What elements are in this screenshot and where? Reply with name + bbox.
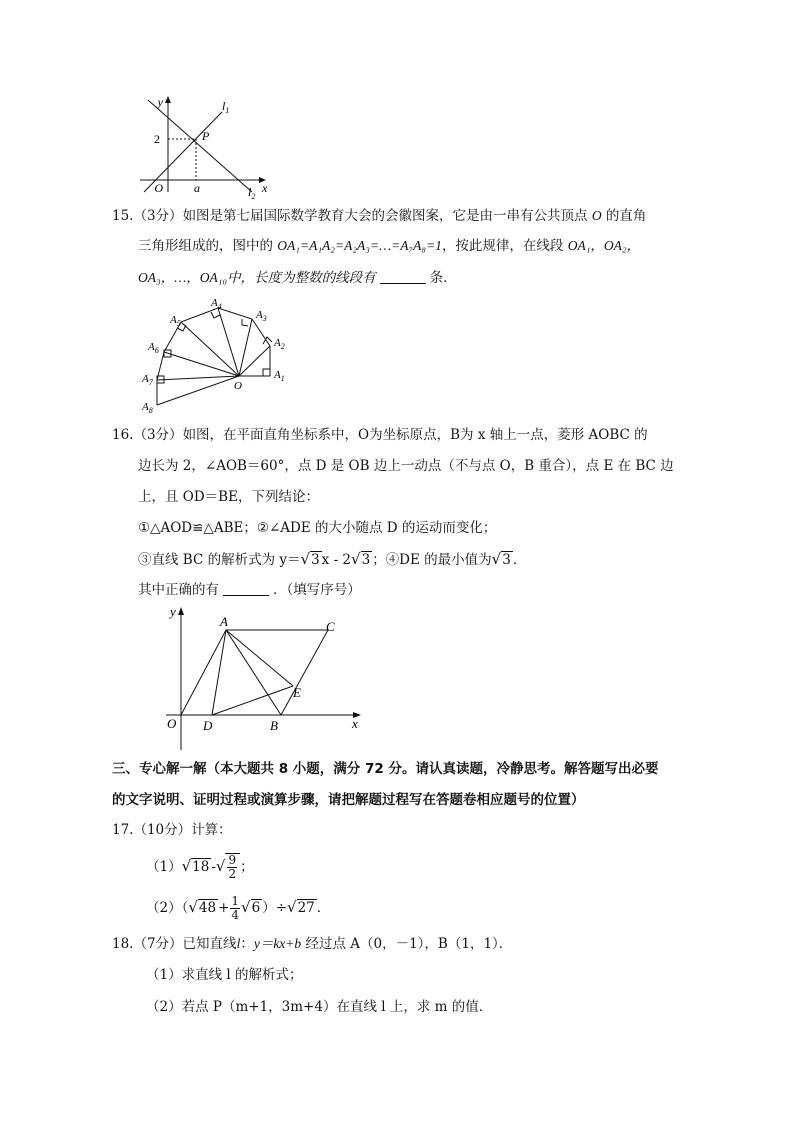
label-y: y [157, 95, 163, 109]
section-3-heading-line-2: 的文字说明、证明过程或演算步骤，请把解题过程写在答题卷相应题号的位置） [112, 792, 585, 808]
line-l2 [148, 100, 252, 192]
label-a: a [194, 181, 200, 195]
y-arrow-icon [178, 607, 184, 615]
label-P: P [202, 129, 210, 143]
q16-number: 16.（3分） [112, 427, 183, 443]
q18-part-2: （2）若点 P（m+1，3m+4）在直线 l 上，求 m 的值． [146, 999, 493, 1015]
label-O: O [234, 380, 242, 392]
label-A6: $A_6$ [148, 341, 159, 355]
q16-line-6: 其中正确的有 ．（填写序号） [138, 582, 361, 598]
q16-line-3: 上，且 OD＝BE，下列结论： [138, 489, 319, 505]
q16-line-4: ①△AOD≌△ABE；②∠ADE 的大小随点 D 的运动而变化； [138, 520, 497, 536]
q16-line-5: ③直线 BC 的解析式为 y＝√3 x - 2√3 ；④DE 的最小值为√3 ． [138, 550, 527, 568]
q17-part-2: （2）（√48 + $\frac{1}{4}$ √6 ）÷√27 ． [146, 894, 331, 922]
label-A5: $A_5$ [170, 314, 181, 328]
label-E: E [293, 685, 301, 700]
q18-part-1: （1）求直线 l 的解析式； [146, 967, 303, 983]
answer-blank[interactable] [223, 583, 269, 596]
figure-q14-lines [130, 92, 280, 200]
label-l1: $l_1$ [222, 99, 230, 115]
label-x: x [262, 181, 268, 195]
label-A4: $A_4$ [211, 297, 222, 311]
q15-line-2: 三角形组成的，图中的 OA₁=A₁A₂=A₂A₃=…=A₇A₈=1，按此规律，在线段 OA₁，OA₂， [138, 238, 641, 254]
q15-number: 15.（3分） [112, 208, 183, 224]
label-x: x [352, 716, 358, 731]
section-3-heading-line-1: 三、专心解一解（本大题共 8 小题，满分 72 分。请认真读题，冷静思考。解答题写出必要 [112, 761, 659, 777]
label-D: D [203, 718, 213, 733]
label-O: O [154, 181, 163, 195]
q15-line-3: OA₃，…，OA₁₀中，长度为整数的线段有 条． [138, 270, 457, 286]
label-A8: $A_8$ [142, 401, 153, 415]
label-l2: $l_2$ [248, 185, 256, 200]
label-y: y [170, 604, 176, 619]
q18-line-1: 18.（7分）已知直线l：y＝kx+b 经过点 A（0，－1），B（1，1）． [112, 936, 513, 952]
y-arrow-icon [165, 96, 171, 103]
q16-line-2: 边长为 2，∠AOB＝60°，点 D 是 OB 边上一动点（不与点 O，B 重合），点 E 在 BC 边 [138, 458, 674, 474]
figure-q16-rhombus [130, 604, 370, 754]
label-C: C [326, 619, 335, 634]
label-B: B [270, 718, 278, 733]
label-A: A [220, 614, 228, 629]
label-A7: $A_7$ [142, 373, 153, 387]
figure-q15-spiral [130, 292, 300, 422]
q17-part-1: （1）√18 -√ $\frac{9}{2}$ ； [146, 853, 254, 881]
q16-line-1: 16.（3分）如图，在平面直角坐标系中，O为坐标原点，B为 x 轴上一点，菱形 AOBC 的 [112, 427, 648, 443]
q15-line-1: 15.（3分）如图是第七届国际数学教育大会的会徽图案，它是由一串有公共顶点 O 的直角 [112, 208, 647, 224]
label-O: O [167, 716, 177, 731]
label-A3: $A_3$ [256, 309, 267, 323]
label-A1: $A_1$ [274, 369, 285, 383]
label-2: 2 [154, 132, 160, 146]
q17-title: 17.（10分）计算： [112, 822, 232, 838]
label-A2: $A_2$ [274, 337, 285, 351]
rhombus-AOBC [181, 630, 328, 715]
answer-blank[interactable] [380, 271, 426, 284]
